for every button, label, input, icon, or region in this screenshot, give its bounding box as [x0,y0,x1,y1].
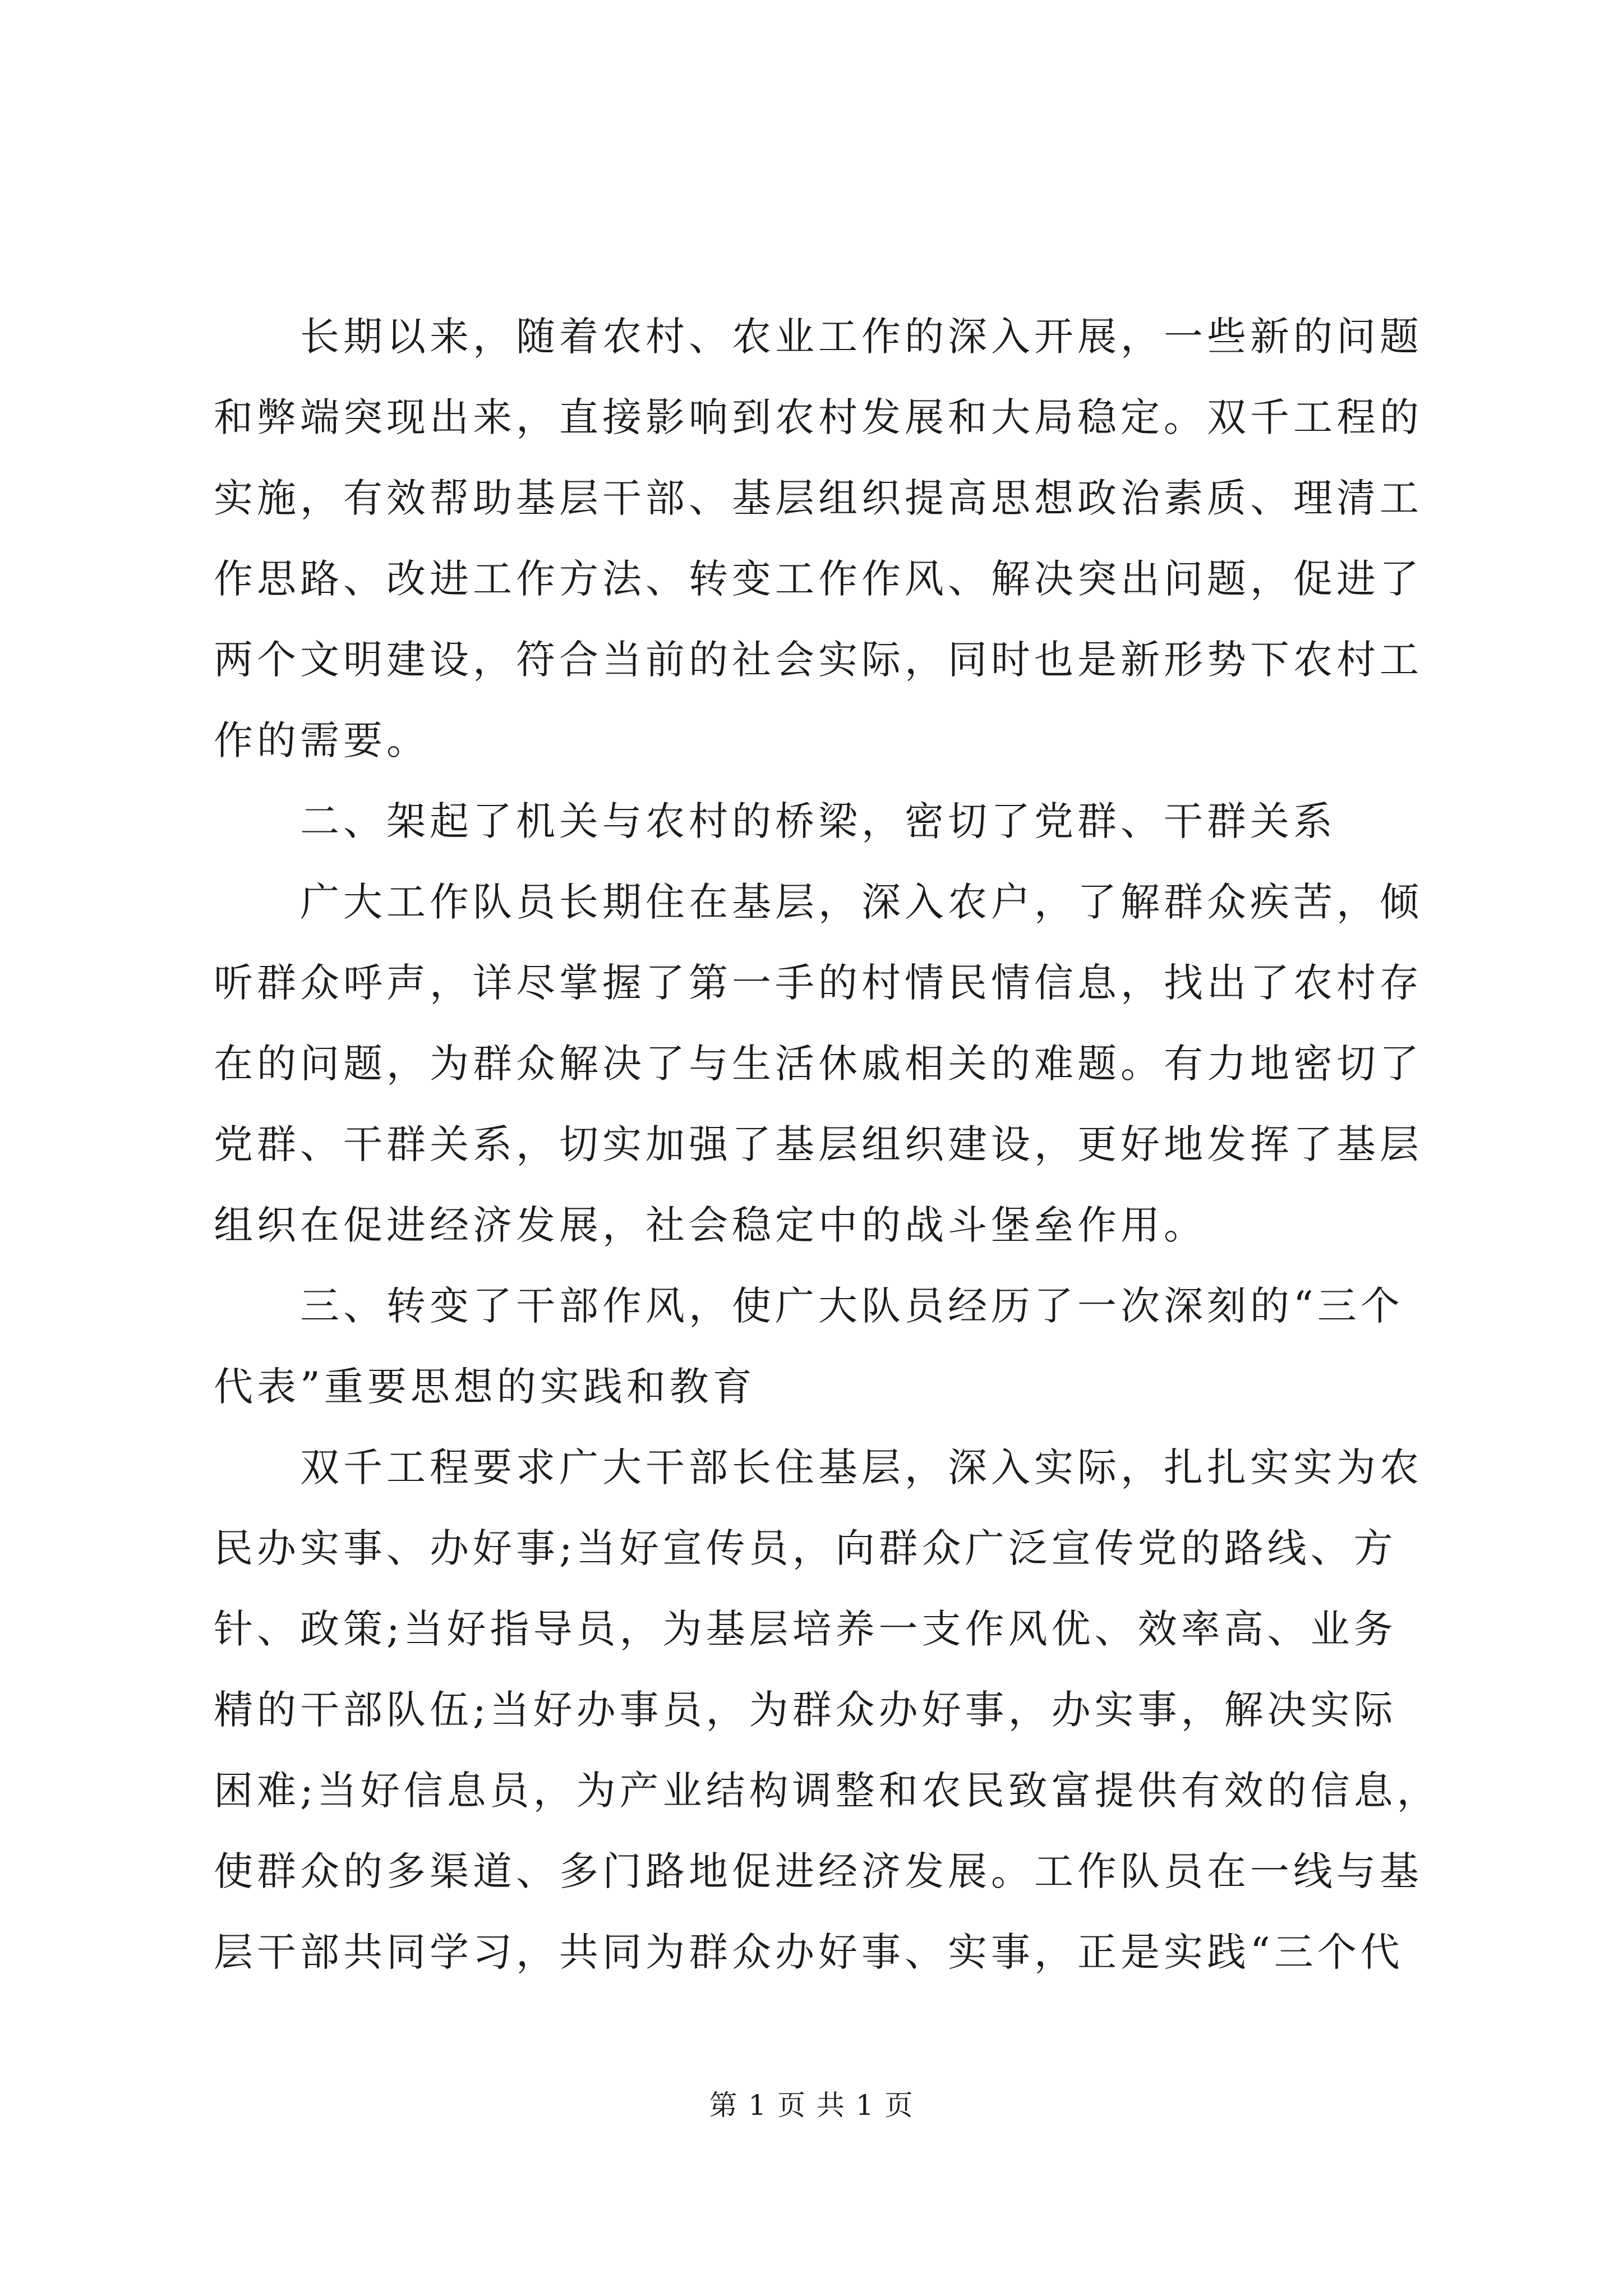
text-line: 和弊端突现出来，直接影响到农村发展和大局稳定。双千工程的 [214,394,1423,440]
text-line: 代表”重要思想的实践和教育 [214,1364,756,1410]
text-line: 层干部共同学习，共同为群众办好事、实事，正是实践“三个代 [214,1929,1404,1975]
text-line: 精的干部队伍;当好办事员，为群众办好事，办实事，解决实际 [214,1687,1397,1733]
paragraph [214,296,1425,781]
page-number-footer: 第 1 页 共 1 页 [709,2089,914,2122]
text-line: 作的需要。 [214,717,430,763]
text-line: 困难;当好信息员，为产业结构调整和农民致富提供有效的信息， [214,1768,1440,1814]
section-heading [214,781,1425,862]
paragraph [214,1427,1440,1993]
text-line: 民办实事、办好事;当好宣传员，向群众广泛宣传党的路线、方 [214,1525,1397,1571]
text-line: 使群众的多渠道、多门路地促进经济发展。工作队员在一线与基 [214,1848,1423,1894]
text-line: 党群、干群关系，切实加强了基层组织建设，更好地发挥了基层 [214,1121,1423,1167]
text-line: 听群众呼声，详尽掌握了第一手的村情民情信息，找出了农村存 [214,960,1423,1006]
section-heading [214,1266,1425,1427]
text-line: 广大工作队员长期住在基层，深入农户，了解群众疾苦，倾 [300,879,1423,925]
text-line: 两个文明建设，符合当前的社会实际，同时也是新形势下农村工 [214,637,1423,683]
text-line: 组织在促进经济发展，社会稳定中的战斗堡垒作用。 [214,1202,1207,1248]
paragraph [214,862,1425,1266]
text-line: 在的问题，为群众解决了与生活休戚相关的难题。有力地密切了 [214,1041,1423,1087]
text-line: 长期以来，随着农村、农业工作的深入开展，一些新的问题 [300,314,1423,360]
text-line: 双千工程要求广大干部长住基层，深入实际，扎扎实实为农 [300,1444,1423,1490]
text-line: 针、政策;当好指导员，为基层培养一支作风优、效率高、业务 [214,1606,1397,1652]
text-line: 二、架起了机关与农村的桥梁，密切了党群、干群关系 [300,798,1336,844]
text-line: 实施，有效帮助基层干部、基层组织提高思想政治素质、理清工 [214,475,1423,521]
text-line: 三、转变了干部作风，使广大队员经历了一次深刻的“三个 [300,1283,1404,1329]
document-body [214,296,1440,1993]
text-line: 作思路、改进工作方法、转变工作作风、解决突出问题，促进了 [214,556,1423,602]
